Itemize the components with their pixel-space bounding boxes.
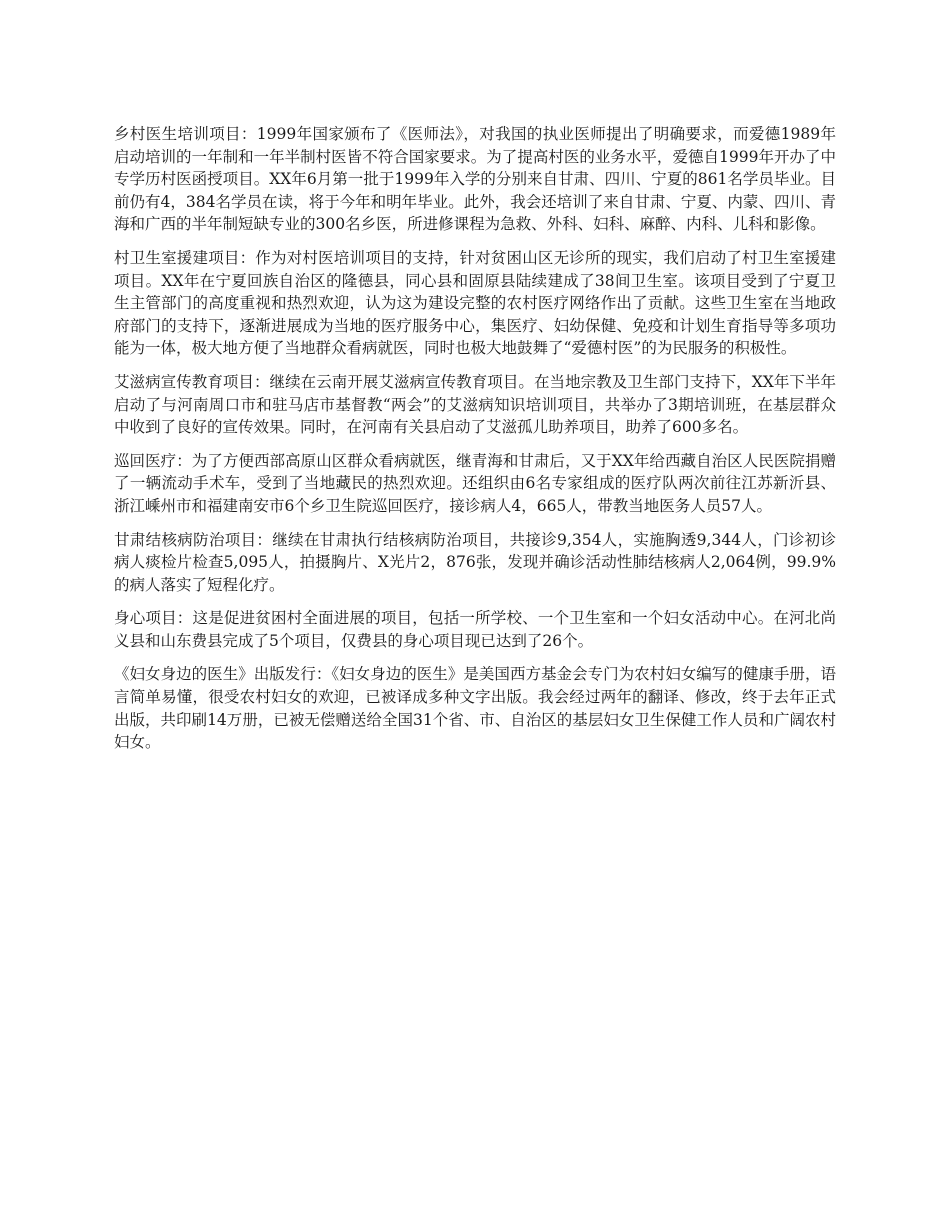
paragraph-tuberculosis: 甘肃结核病防治项目：继续在甘肃执行结核病防治项目，共接诊9,354人，实施胸透9,344人，门诊初诊病人痰检片检查5,095人，拍摄胸片、X光片2，876张，发现并确诊活动性肺结核病人2,064例，99.9%的病人落实了短程化疗。: [114, 530, 836, 594]
paragraph-clinic-construction: 村卫生室援建项目：作为对村医培训项目的支持，针对贫困山区无诊所的现实，我们启动了村卫生室援建项目。XX年在宁夏回族自治区的隆德县，同心县和固原县陆续建成了38间卫生室。该项目受到了宁夏卫生主管部门的高度重视和热烈欢迎，认为这为建设完整的农村医疗网络作出了贡献。这些卫生室在当地政府部门的支持下，逐渐进展成为当地的医疗服务中心，集医疗、妇幼保健、免疫和计划生育指导等多项功能为一体，极大地方便了当地群众看病就医，同时也极大地鼓舞了“爱德村医”的为民服务的积极性。: [114, 248, 836, 358]
paragraph-mobile-medical: 巡回医疗：为了方便西部高原山区群众看病就医，继青海和甘肃后，又于XX年给西藏自治区人民医院捐赠了一辆流动手术车，受到了当地藏民的热烈欢迎。还组织由6名专家组成的医疗队两次前往江苏新沂县、浙江嵊州市和福建南安市6个乡卫生院巡回医疗，接诊病人4，665人，带教当地医务人员57人。: [114, 451, 836, 515]
paragraph-publication: 《妇女身边的医生》出版发行：《妇女身边的医生》是美国西方基金会专门为农村妇女编写的健康手册，语言简单易懂，很受农村妇女的欢迎，已被译成多种文字出版。我会经过两年的翻译、修改，终于去年正式出版，共印刷14万册，已被无偿赠送给全国31个省、市、自治区的基层妇女卫生保健工作人员和广阔农村妇女。: [114, 665, 836, 752]
paragraph-village-doctor-training: 乡村医生培训项目：1999年国家颁布了《医师法》，对我国的执业医师提出了明确要求，而爱德1989年启动培训的一年制和一年半制村医皆不符合国家要求。为了提高村医的业务水平，爱德自1999年开办了中专学历村医函授项目。XX年6月第一批于1999年入学的分别来自甘肃、四川、宁夏的861名学员毕业。目前仍有4，384名学员在读，将于今年和明年毕业。此外，我会还培训了来自甘肃、宁夏、内蒙、四川、青海和广西的半年制短缺专业的300名乡医，所进修课程为急救、外科、妇科、麻醉、内科、儿科和影像。: [114, 125, 836, 234]
document-body: [114, 123, 836, 765]
paragraph-aids-education: 艾滋病宣传教育项目：继续在云南开展艾滋病宣传教育项目。在当地宗教及卫生部门支持下，XX年下半年启动了与河南周口市和驻马店市基督教“两会”的艾滋病知识培训项目，共举办了3期培训班，在基层群众中收到了良好的宣传效果。同时，在河南有关县启动了艾滋孤儿助养项目，助养了600多名。: [114, 372, 836, 437]
paragraph-body-mind: 身心项目：这是促进贫困村全面进展的项目，包括一所学校、一个卫生室和一个妇女活动中心。在河北尚义县和山东费县完成了5个项目，仅费县的身心项目现已达到了26个。: [114, 609, 836, 650]
